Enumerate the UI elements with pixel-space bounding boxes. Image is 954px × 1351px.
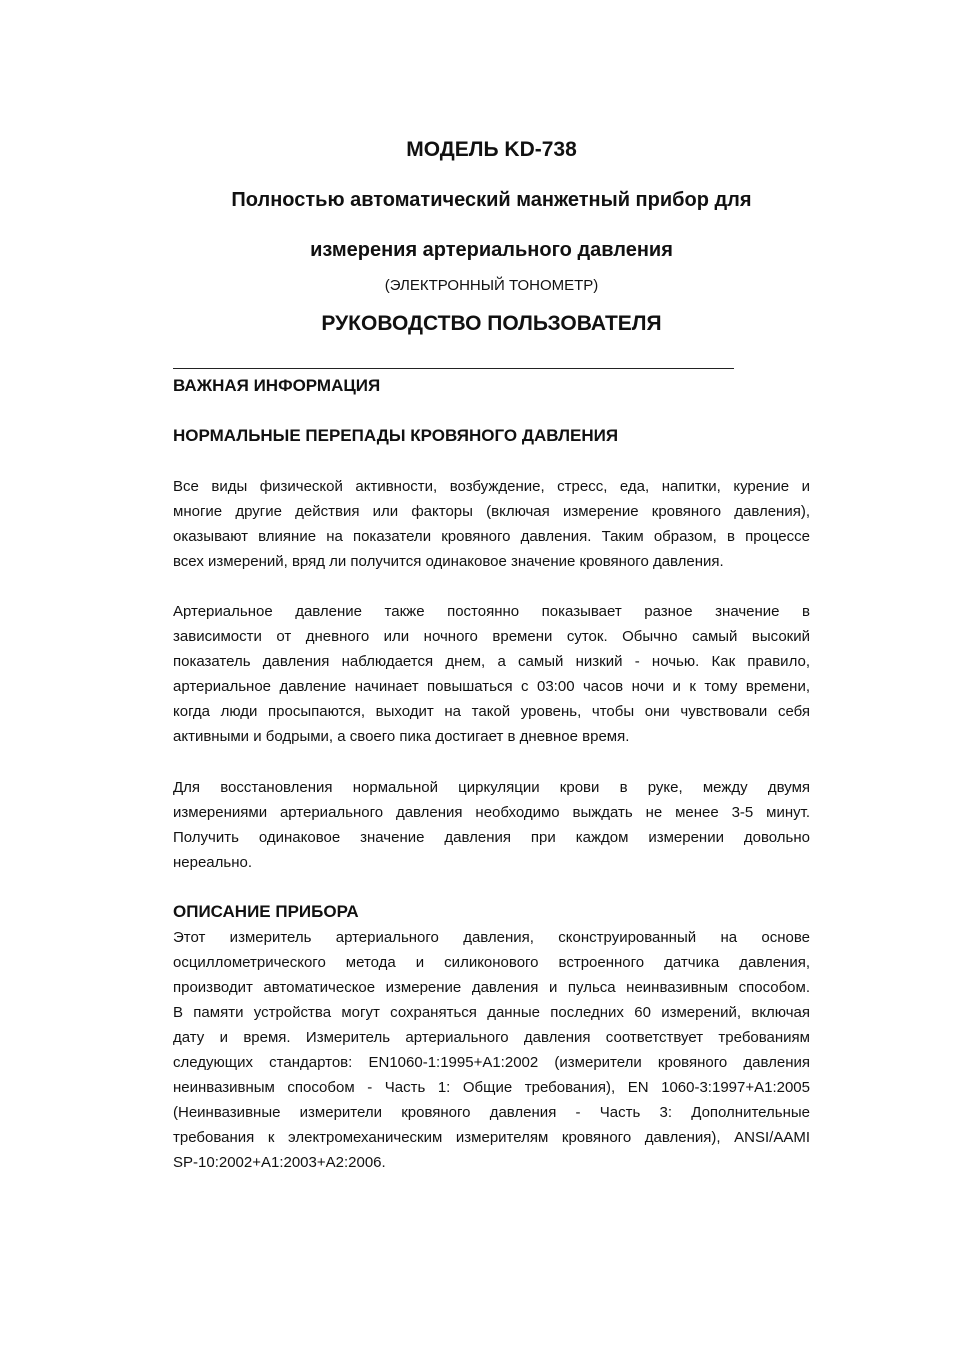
paragraph-line: активными и бодрыми, а своего пика достигает в дневное время.: [173, 728, 630, 745]
document-subtitle-line-1: Полностью автоматический манжетный прибор для: [231, 189, 752, 211]
paragraph-line: когда люди просыпаются, выходит на такой уровень, чтобы они чувствовали себя: [173, 703, 810, 720]
paragraph-line: следующих стандартов: EN1060-1:1995+A1:2002 (измерители кровяного давления: [173, 1054, 810, 1071]
paragraph-line: SP-10:2002+A1:2003+A2:2006.: [173, 1154, 386, 1171]
paragraph-line: дату и время. Измеритель артериального давления соответствует требованиям: [173, 1029, 810, 1046]
paragraph-line: зависимости от дневного или ночного времени суток. Обычно самый высокий: [173, 628, 810, 645]
section-heading-important-info: ВАЖНАЯ ИНФОРМАЦИЯ: [173, 376, 381, 395]
paragraph-line: оказывают влияние на показатели кровяного давления. Таким образом, в процессе: [173, 528, 810, 545]
section-heading-device-description: ОПИСАНИЕ ПРИБОРА: [173, 902, 359, 921]
paragraph-line: артериальное давление начинает повышаться с 03:00 часов ночи и к тому времени,: [173, 678, 810, 695]
paragraph-line: измерениями артериального давления необходимо выждать не менее 3-5 минут.: [173, 804, 810, 821]
paragraph-measurement-interval: [173, 775, 810, 875]
paragraph-line: осциллометрического метода и силиконового встроенного датчика давления,: [173, 954, 810, 971]
section-heading-normal-pressure: НОРМАЛЬНЫЕ ПЕРЕПАДЫ КРОВЯНОГО ДАВЛЕНИЯ: [173, 426, 619, 445]
paragraph-line: всех измерений, вряд ли получится одинаковое значение кровяного давления.: [173, 553, 724, 570]
document-subtitle-parenthetical: (ЭЛЕКТРОННЫЙ ТОНОМЕТР): [384, 277, 599, 294]
horizontal-divider: [173, 368, 734, 369]
paragraph-line: нереально.: [173, 854, 253, 871]
paragraph-line: В памяти устройства могут сохраняться данные последних 60 измерений, включая: [173, 1004, 810, 1021]
document-title-manual: РУКОВОДСТВО ПОЛЬЗОВАТЕЛЯ: [321, 312, 662, 335]
paragraph-line: показатель давления наблюдается днем, а самый низкий - ночью. Как правило,: [173, 653, 810, 670]
paragraph-line: Для восстановления нормальной циркуляции крови в руке, между двумя: [173, 779, 810, 796]
paragraph-line: (Неинвазивные измерители кровяного давления - Часть 3: Дополнительные: [173, 1104, 810, 1121]
paragraph-device-description: [173, 925, 810, 1175]
paragraph-line: Этот измеритель артериального давления, сконструированный на основе: [173, 929, 810, 946]
paragraph-line: многие другие действия или факторы (включая измерение кровяного давления),: [173, 503, 810, 520]
paragraph-line: требования к электромеханическим измерителям кровяного давления), ANSI/AAMI: [173, 1129, 810, 1146]
document-subtitle-line-2: измерения артериального давления: [310, 239, 673, 261]
paragraph-line: Все виды физической активности, возбуждение, стресс, еда, напитки, курение и: [173, 478, 810, 495]
paragraph-daily-variation: [173, 599, 810, 749]
paragraph-line: неинвазивным способом - Часть 1: Общие требования), EN 1060-3:1997+A1:2005: [173, 1079, 810, 1096]
paragraph-line: Получить одинаковое значение давления при каждом измерении довольно: [173, 829, 810, 846]
paragraph-line: производит автоматическое измерение давления и пульса неинвазивным способом.: [173, 979, 810, 996]
document-title-model: МОДЕЛЬ KD-738: [406, 138, 577, 161]
paragraph-line: Артериальное давление также постоянно показывает разное значение в: [173, 603, 810, 620]
paragraph-activity-factors: [173, 474, 810, 574]
